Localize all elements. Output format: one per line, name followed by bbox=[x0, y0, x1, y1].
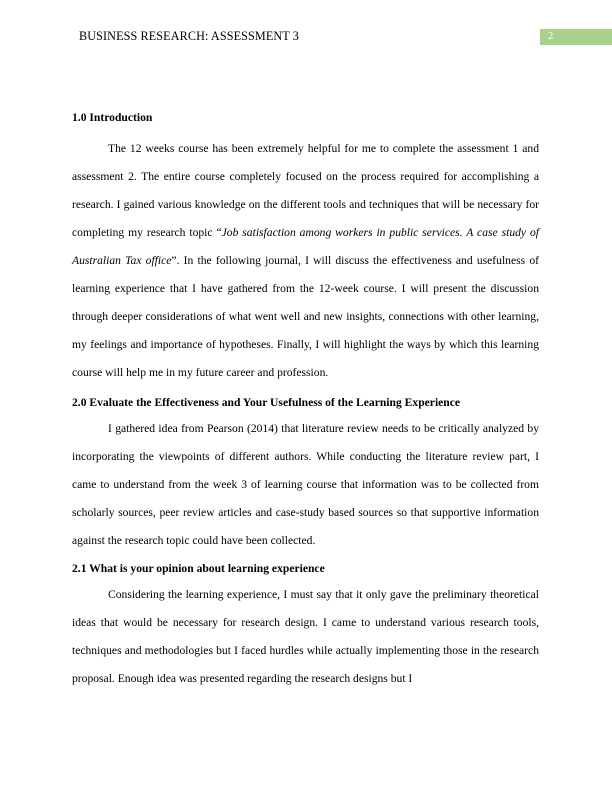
intro-text-end: ”. In the following journal, I will discuss the effectiveness and usefulness of learning experience that I have gathered from the 12-week course. I will present the discussion through deeper considerations of what went well and new insights, connections with other learning, my feelings and importance of hypotheses. Finally, I will highlight the ways by which this learning course will help me in my future career and profession. bbox=[72, 254, 539, 379]
research-topic-italic: Job satisfaction among workers in public services. A case study of Australian Tax office bbox=[72, 226, 539, 267]
document-body bbox=[72, 108, 539, 693]
opinion-text: Considering the learning experience, I must say that it only gave the preliminary theoretical ideas that would be necessary for research design. I came to understand various research tools, techniques and methodologies but I faced hurdles while actually implementing those in the research proposal. Enough idea was presented regarding the research designs but I bbox=[72, 588, 539, 685]
running-head: BUSINESS RESEARCH: ASSESSMENT 3 bbox=[79, 29, 299, 43]
page-header bbox=[0, 29, 612, 45]
intro-heading: 1.0 Introduction bbox=[72, 111, 153, 124]
intro-paragraph bbox=[72, 135, 539, 387]
opinion-heading: 2.1 What is your opinion about learning experience bbox=[72, 562, 325, 575]
evaluate-text: I gathered idea from Pearson (2014) that literature review needs to be critically analyzed by incorporating the viewpoints of different authors. While conducting the literature review part, I came to understand from the week 3 of learning course that information was to be collected from scholarly sources, peer review articles and case-study based sources so that supportive information against the research topic could have been collected. bbox=[72, 422, 539, 547]
evaluate-heading: 2.0 Evaluate the Effectiveness and Your Usefulness of the Learning Experience bbox=[72, 396, 461, 409]
opinion-paragraph bbox=[72, 581, 539, 693]
page-number-badge: 2 bbox=[540, 29, 612, 45]
evaluate-paragraph bbox=[72, 415, 539, 555]
intro-text-start: The 12 weeks course has been extremely helpful for me to complete the assessment 1 and assessment 2. The entire course completely focused on the process required for accomplishing a research. I gained various knowledge on the different tools and techniques that will be necessary for completing my research topic “ bbox=[72, 142, 539, 239]
